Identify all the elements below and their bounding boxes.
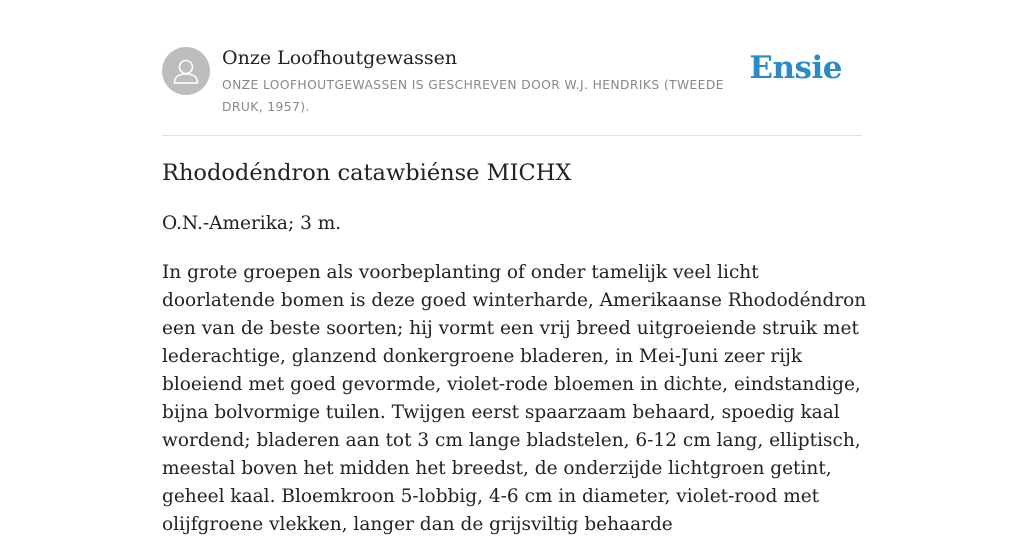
entry-body: In grote groepen als voorbeplanting of onder tamelijk veel licht doorlatende bomen is deze goed winterharde, Amerikaanse Rhododéndron een van de beste soorten; hij vormt een vrij breed uitgroeiende struik met lederachtige, glanzend donkergroene bladeren, in Mei-Juni zeer rijk bloeiend met goed gevormde, violet-rode bloemen in dichte, eindstandige, bijna bolvormige tuilen. Twijgen eerst spaarzaam behaard, spoedig kaal wordend; bladeren aan tot 3 cm lange bladstelen, 6-12 cm lang, elliptisch, meestal boven het midden het breedst, de onderzijde lichtgroen getint, geheel kaal. Bloemkroon 5-lobbig, 4-6 cm in diameter, violet-rood met olijfgroene vlekken, langer dan de grijsviltig behaarde: [162, 262, 867, 535]
header-divider: [162, 135, 862, 136]
source-header: [162, 47, 862, 117]
source-avatar[interactable]: [162, 47, 210, 95]
user-icon: [162, 47, 210, 95]
ensie-logo[interactable]: Ensie: [749, 50, 842, 86]
source-description: ONZE LOOFHOUTGEWASSEN IS GESCHREVEN DOOR W.J. HENDRIKS (TWEEDE DRUK, 1957).: [222, 78, 724, 114]
entry-title: Rhododéndron catawbiénse MICHX: [162, 160, 572, 186]
entry-meta: O.N.-Amerika; 3 m.: [162, 213, 342, 234]
source-title[interactable]: Onze Loofhoutgewassen: [222, 47, 458, 69]
